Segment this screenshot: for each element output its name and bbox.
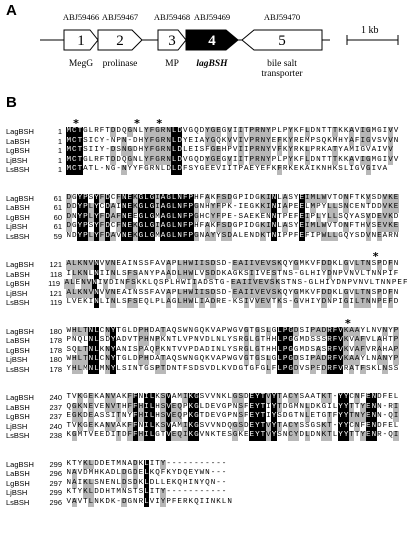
sequence-residues: MCTGLRFTDDQGNLYFGRNLDVGQDYGEGVIITPRNYPLPYKFLDNTTTKKAVIGMGIVV xyxy=(66,155,399,164)
panel-b-label: B xyxy=(6,94,17,111)
alignment-block xyxy=(6,251,408,308)
sequence-start: 297 xyxy=(49,478,62,488)
sequence-name: LgBSH xyxy=(6,146,30,156)
sequence-residues: LVEKINLINLSFSEQLPLAGLHWLIADRE-KSIVVEVTKS-GVHIYDNPIGILTNNPEFD xyxy=(66,298,399,306)
sequence-residues: EGKDEASSITNYFHILHSVEQPKGTDEVGPNSFEYTIYSDGTNLETGTFYYTNYENN-QI xyxy=(66,412,399,420)
alignment-row xyxy=(6,479,408,489)
gene-number: 5 xyxy=(278,33,286,49)
conserved-site-markers xyxy=(6,250,408,263)
conserved-site-star: * xyxy=(134,117,140,130)
sequence-name: LjBSH xyxy=(6,421,28,431)
alignment-row xyxy=(6,232,408,242)
sequence-residues: KTYKLDDETMNADKLITY----------- xyxy=(66,459,227,468)
sequence-name: LaBSH xyxy=(6,203,30,213)
sequence-start: 61 xyxy=(53,193,62,203)
alignment-row xyxy=(6,165,408,175)
sequence-start: 118 xyxy=(50,269,62,279)
gene-name: lagBSH xyxy=(196,59,228,69)
sequence-name: LjBSH xyxy=(6,222,28,232)
sequence-start: 180 xyxy=(49,355,62,365)
sequence-residues: NDYPLYFDAVNEKGLGMAGLNFPGNAYYSDALENDKTNIPPFEFIPWLLGQYSDVNEARN xyxy=(66,231,399,240)
sequence-name: LsBSH xyxy=(6,165,30,175)
sequence-residues: ALKNVNVVNEAINSSFAVAPLHWIISDSD-EAIIVEVSKQYGMKVFDDKLGVLTNSPDFN xyxy=(66,288,399,297)
conserved-site-markers xyxy=(6,451,408,460)
sequence-residues: DGYPSYFDCFNEKGLGIAGLNFPHFAKFSDGPIDGKINLASYEIMLWVTONFTKVSDVKE xyxy=(66,193,399,202)
sequence-start: 296 xyxy=(49,469,62,479)
sequence-name: LagBSH xyxy=(6,393,34,403)
sequence-start: 61 xyxy=(53,203,62,213)
sequence-start: 1 xyxy=(57,165,62,175)
sequence-residues: MCTSIIY-DSNGDHYFGRNLDLEISFGEHPVIIPRNYVFKYRKLPRKATYAMIGVAIVV xyxy=(66,146,393,154)
sequence-start: 121 xyxy=(49,260,62,270)
sequence-start: 1 xyxy=(57,136,62,146)
sequence-residues: DNYPLYFDAFNEEGLGMAGLNFPGHCYFPE-SAEKENNTPEFEIPLYLLSQYASVDEVKD xyxy=(66,212,399,221)
conserved-site-star: * xyxy=(156,117,163,130)
panel-a-label: A xyxy=(6,2,17,19)
conserved-site-markers xyxy=(6,316,408,330)
sequence-name: LaBSH xyxy=(6,269,30,279)
sequence-start: 299 xyxy=(49,488,62,498)
sequence-residues: YHLMNLMNYLSINTGSPTDNTFSDSVDLKVDGTGFGLFLPGDVSPEDRFVRATFSKLNSS xyxy=(66,364,399,373)
alignment-row xyxy=(6,222,408,232)
sequence-start: 178 xyxy=(49,345,62,355)
sequence-start: 180 xyxy=(49,326,62,336)
sequence-residues: TVKGEKANVAKFFNILKSVAMIKGSVVNKLGSDEYTVYTACYSAATKT-YYCNFENDFEL xyxy=(66,393,399,401)
gene-name: bile salt xyxy=(267,59,297,69)
sequence-name: LgBSH xyxy=(6,412,30,422)
sequence-residues: NAVDMHKADLDGDELKQFKYDQEYWN--- xyxy=(66,469,227,477)
sequence-name: LaBSH xyxy=(6,336,30,346)
gene-number: 3 xyxy=(168,33,176,49)
alignment-row xyxy=(6,412,408,422)
sequence-name: LaBSH xyxy=(6,402,30,412)
gene-number: 1 xyxy=(77,33,85,49)
alignment-row xyxy=(6,393,408,403)
sequence-start: 60 xyxy=(53,212,62,222)
sequence-residues: PNQLNLSDYADVTPHNPKNTLVPNVDLNLYSRGLGTHHLPGGMDSSSRFVKVAFVLAHTP xyxy=(66,336,399,344)
sequence-residues: ALKNVNVVNEAINSSFAVAPLHWIISDSD-EAIIVEVSKQYGMKVFDDKLGVLTNSPDFN xyxy=(66,260,399,268)
alignment-row xyxy=(6,403,408,413)
sequence-name: LaBSH xyxy=(6,136,30,146)
alignment-row xyxy=(6,289,408,299)
conserved-site-markers xyxy=(6,185,408,194)
sequence-residues: TVKGEKANVAKFFNILKSVAMIKGSVVNDQGSDEYTVYTACYSSGSKT-YYCNFENDFEL xyxy=(66,421,399,430)
gene-name: MegG xyxy=(68,59,94,69)
sequence-name: LsBSH xyxy=(6,364,30,374)
alignment-row xyxy=(6,260,408,270)
sequence-name: LagBSH xyxy=(6,260,34,270)
sequence-start: 178 xyxy=(49,364,62,374)
sequence-name: LagBSH xyxy=(6,459,34,469)
alignment-row xyxy=(6,365,408,375)
alignment-row xyxy=(6,460,408,470)
gene-accession: ABJ59468 xyxy=(153,12,191,22)
conserved-site-star: * xyxy=(345,316,351,330)
scale-bar xyxy=(347,25,398,45)
gene-name: prolinase xyxy=(102,59,138,69)
alignment-row xyxy=(6,431,408,441)
sequence-residues: ALENVNIVDINFSKKLQSPLHWIIADSTG-EAIIVEVSKSTNS-GLHIYDNPVNVLTNNPEF xyxy=(64,279,408,287)
sequence-name: LjBSH xyxy=(6,155,28,165)
sequence-residues: NAIKLSNENLDSDKLDLLEKQHINYQN-- xyxy=(66,478,227,487)
sequence-start: 238 xyxy=(49,431,62,441)
sequence-start: 237 xyxy=(49,402,62,412)
alignment-row xyxy=(6,203,408,213)
sequence-residues: MCTSICY-NPN-DHYFGRNLDYEIAYGQKVVIVPRNYEFKYREMPSQKMHYAFIGVSVVN xyxy=(66,136,399,145)
sequence-name: LjBSH xyxy=(6,288,28,298)
sequence-name: LsBSH xyxy=(6,298,30,308)
sequence-alignment xyxy=(6,118,408,517)
sequence-start: 119 xyxy=(50,298,62,308)
alignment-row xyxy=(6,137,408,147)
conserved-site-star: * xyxy=(73,117,79,130)
sequence-name: LsBSH xyxy=(6,231,30,241)
gene-accession: ABJ59469 xyxy=(193,12,231,22)
alignment-row xyxy=(6,488,408,498)
sequence-start: 1 xyxy=(57,146,62,156)
gene-number: 2 xyxy=(116,33,124,49)
sequence-residues: MCTATL-NG-NYYFGRNLDLDFSYGEEVIITPAEYEFKFRKEKAIKNHKSLIGVGIVA xyxy=(66,165,388,173)
scale-label: 1 kb xyxy=(361,25,379,36)
sequence-start: 237 xyxy=(49,412,62,422)
sequence-residues: VAVTLNKDK-DGNRLVIYPFERKQIINKLN xyxy=(66,497,232,506)
alignment-row xyxy=(6,156,408,166)
sequence-residues: DGYPSYFDCFNEKGLGIAGLNFPHFAKFSDGPIDGKINLASYEIMLWVTONFTHVSEVKE xyxy=(66,222,399,230)
sequence-residues: KTYKLDDHTMNSTSLITY----------- xyxy=(66,488,227,496)
sequence-name: LsBSH xyxy=(6,431,30,441)
sequence-residues: WHLTNLCNYTGLDPHDATAQSWNGQKVAPWGVGTGSLGLPGDSIPADRFVKAAYLNANYP xyxy=(66,355,399,363)
alignment-block xyxy=(6,318,408,375)
sequence-name: LgBSH xyxy=(6,478,30,488)
alignment-row xyxy=(6,270,408,280)
sequence-start: 1 xyxy=(57,127,62,137)
sequence-name: LgBSH xyxy=(6,345,30,355)
gene-name: transporter xyxy=(261,69,303,79)
alignment-row xyxy=(6,213,408,223)
sequence-start: 240 xyxy=(49,421,62,431)
gene-accession: ABJ59466 xyxy=(62,12,100,22)
sequence-name: LagBSH xyxy=(6,193,34,203)
sequence-start: 299 xyxy=(49,459,62,469)
alignment-row xyxy=(6,498,408,508)
alignment-block xyxy=(6,185,408,242)
sequence-name: LagBSH xyxy=(6,127,34,137)
alignment-row xyxy=(6,279,408,289)
sequence-start: 119 xyxy=(48,279,61,289)
sequence-start: 296 xyxy=(49,497,62,507)
sequence-residues: WHLTNLCNYTGLDPHDATAQSWNGQKVAPWGVGTGSLGLPGDSIPADRFVKAAYLNVNYP xyxy=(66,326,399,335)
sequence-name: LgBSH xyxy=(6,212,30,222)
sequence-residues: QGKNEVENVTHFFHILHSVEQPKGLDEVGPNSFEYTIYTDGMNLDKGILYYTTYENN-RI xyxy=(66,402,399,411)
alignment-block xyxy=(6,451,408,508)
alignment-row xyxy=(6,298,408,308)
gene-map xyxy=(0,0,413,92)
sequence-residues: SQLTNLKNYANISPAQPKNTVVPDADINLYSRGLGTHHLPGGMDSASRFVKVAFVRAHAP xyxy=(66,345,399,354)
alignment-row xyxy=(6,127,408,137)
gene-name: MP xyxy=(165,59,179,69)
sequence-residues: MCTGLRFTDDQGNLYFGRNLDVGQDYGEGVIITPRNYPLPYKFLDNTTTKKAVIGMGIVV xyxy=(66,127,399,135)
sequence-name: LjBSH xyxy=(6,488,28,498)
sequence-start: 1 xyxy=(57,155,62,165)
conserved-site-markers xyxy=(6,384,408,393)
sequence-residues: ILKNLNIINLSFSANYPAADLHWLVSDDKAGKSIIVESTNS-GLHIYDNPVNVLTNNPIF xyxy=(66,269,399,278)
gene-accession: ABJ59470 xyxy=(263,12,301,22)
conserved-site-markers xyxy=(6,117,408,130)
alignment-block xyxy=(6,118,408,175)
alignment-row xyxy=(6,146,408,156)
sequence-start: 121 xyxy=(49,288,62,298)
sequence-start: 61 xyxy=(53,222,62,232)
sequence-residues: KGMTVEEDITDFFHILGTVEQIKGVNKTESGKEEYTVYSNCYDLDNKTLYYTTYENR-QI xyxy=(66,431,399,439)
gene-number: 4 xyxy=(208,33,216,49)
sequence-name: LjBSH xyxy=(6,355,28,365)
gene-accession: ABJ59467 xyxy=(101,12,139,22)
alignment-block xyxy=(6,384,408,441)
alignment-row xyxy=(6,469,408,479)
sequence-name: LsBSH xyxy=(6,497,30,507)
alignment-row xyxy=(6,346,408,356)
alignment-row xyxy=(6,422,408,432)
sequence-residues: DDYPLYCDAINEKGLGIAGLNFPGNHYFPK-IEGKKINIAPEELMPYLLSNCENTDDVKE xyxy=(66,203,399,211)
alignment-row xyxy=(6,336,408,346)
sequence-start: 240 xyxy=(49,393,62,403)
sequence-start: 178 xyxy=(49,336,62,346)
conserved-site-star: * xyxy=(372,250,379,263)
alignment-row xyxy=(6,355,408,365)
sequence-name: LgBSH xyxy=(6,279,30,289)
sequence-start: 59 xyxy=(53,231,62,241)
sequence-name: LagBSH xyxy=(6,326,34,336)
alignment-row xyxy=(6,194,408,204)
sequence-name: LaBSH xyxy=(6,469,30,479)
